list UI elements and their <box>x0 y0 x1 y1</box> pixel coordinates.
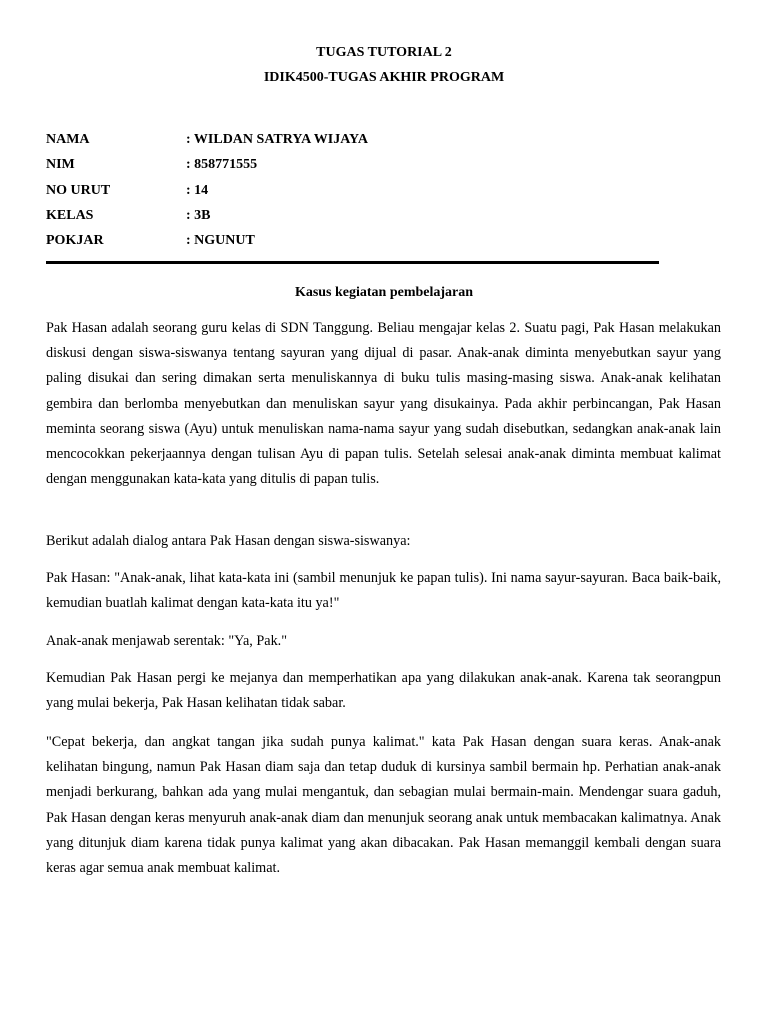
identity-row-kelas <box>46 207 666 232</box>
paragraph-teacher-instruction: Pak Hasan: "Anak-anak, lihat kata-kata ini (sambil menunjuk ke papan tulis). Ini nama sayur-sayuran. Baca baik-baik, kemudian buatlah kalimat dengan kata-kata itu ya!" <box>46 570 721 612</box>
identity-row-no-urut <box>46 182 666 207</box>
identity-label: NAMA <box>46 132 90 147</box>
identity-label: POKJAR <box>46 233 104 249</box>
document-course-title: IDIK4500-TUGAS AKHIR PROGRAM <box>263 70 505 85</box>
identity-row-pokjar <box>46 232 666 257</box>
identity-row-nama <box>46 131 666 156</box>
identity-value: : 3B <box>186 207 211 223</box>
identity-table <box>46 131 666 257</box>
identity-row-nim <box>46 156 666 181</box>
section-heading: Kasus kegiatan pembelajaran <box>294 285 474 300</box>
identity-label: NO URUT <box>46 182 111 198</box>
paragraph-teacher-urges: "Cepat bekerja, dan angkat tangan jika sudah punya kalimat." kata Pak Hasan dengan suara keras. Anak-anak kelihatan bingung, namun Pak Hasan diam saja dan tetap duduk di kursinya sambil bermain hp. Perhatian anak-anak menjadi berkurang, bahkan ada yang mulai mengantuk, dan sebagian mulai bermain-main. Mendengar suara gaduh, Pak Hasan dengan keras menyuruh anak-anak diam dan menunjuk seorang anak untuk membacakan kalimatnya. Anak yang ditunjuk diam karena tidak punya kalimat yang akan dibacakan. Pak Hasan memanggil kembali dengan suara keras agar semua anak membuat kalimat. <box>46 734 721 877</box>
identity-value: : WILDAN SATRYA WIJAYA <box>186 132 368 147</box>
paragraph-case-description: Pak Hasan adalah seorang guru kelas di SDN Tanggung. Beliau mengajar kelas 2. Suatu pagi, Pak Hasan melakukan diskusi dengan siswa-siswanya tentang sayuran yang dijual di pasar. Anak-anak diminta menyebutkan sayur yang paling disukai dan sering dimakan serta menuliskannya di buku tulis masing-masing siswa. Anak-anak kelihatan gembira dan berlomba menyebutkan dan menuliskan sayur yang disukainya. Pada akhir perbincangan, Pak Hasan meminta seorang siswa (Ayu) untuk menuliskan nama-nama sayur yang sudah disebutkan, sedangkan anak-anak lain mencocokkan pekerjaannya dengan tulisan Ayu di papan tulis. Setelah selesai anak-anak diminta membuat kalimat dengan menggunakan kata-kata yang ditulis di papan tulis. <box>46 320 721 488</box>
identity-value: : 858771555 <box>186 157 258 173</box>
identity-label: KELAS <box>46 207 94 223</box>
identity-value: : NGUNUT <box>186 233 255 249</box>
identity-label: NIM <box>46 157 75 173</box>
paragraph-dialog-intro: Berikut adalah dialog antara Pak Hasan dengan siswa-siswanya: <box>46 533 411 549</box>
paragraph-students-reply: Anak-anak menjawab serentak: "Ya, Pak." <box>46 633 288 649</box>
identity-value: : 14 <box>186 182 209 198</box>
paragraph-teacher-observes: Kemudian Pak Hasan pergi ke mejanya dan memperhatikan apa yang dilakukan anak-anak. Karena tak seorangpun yang mulai bekerja, Pak Hasan kelihatan tidak sabar. <box>46 670 721 712</box>
document-title: TUGAS TUTORIAL 2 <box>316 45 452 60</box>
header-divider <box>46 261 659 264</box>
